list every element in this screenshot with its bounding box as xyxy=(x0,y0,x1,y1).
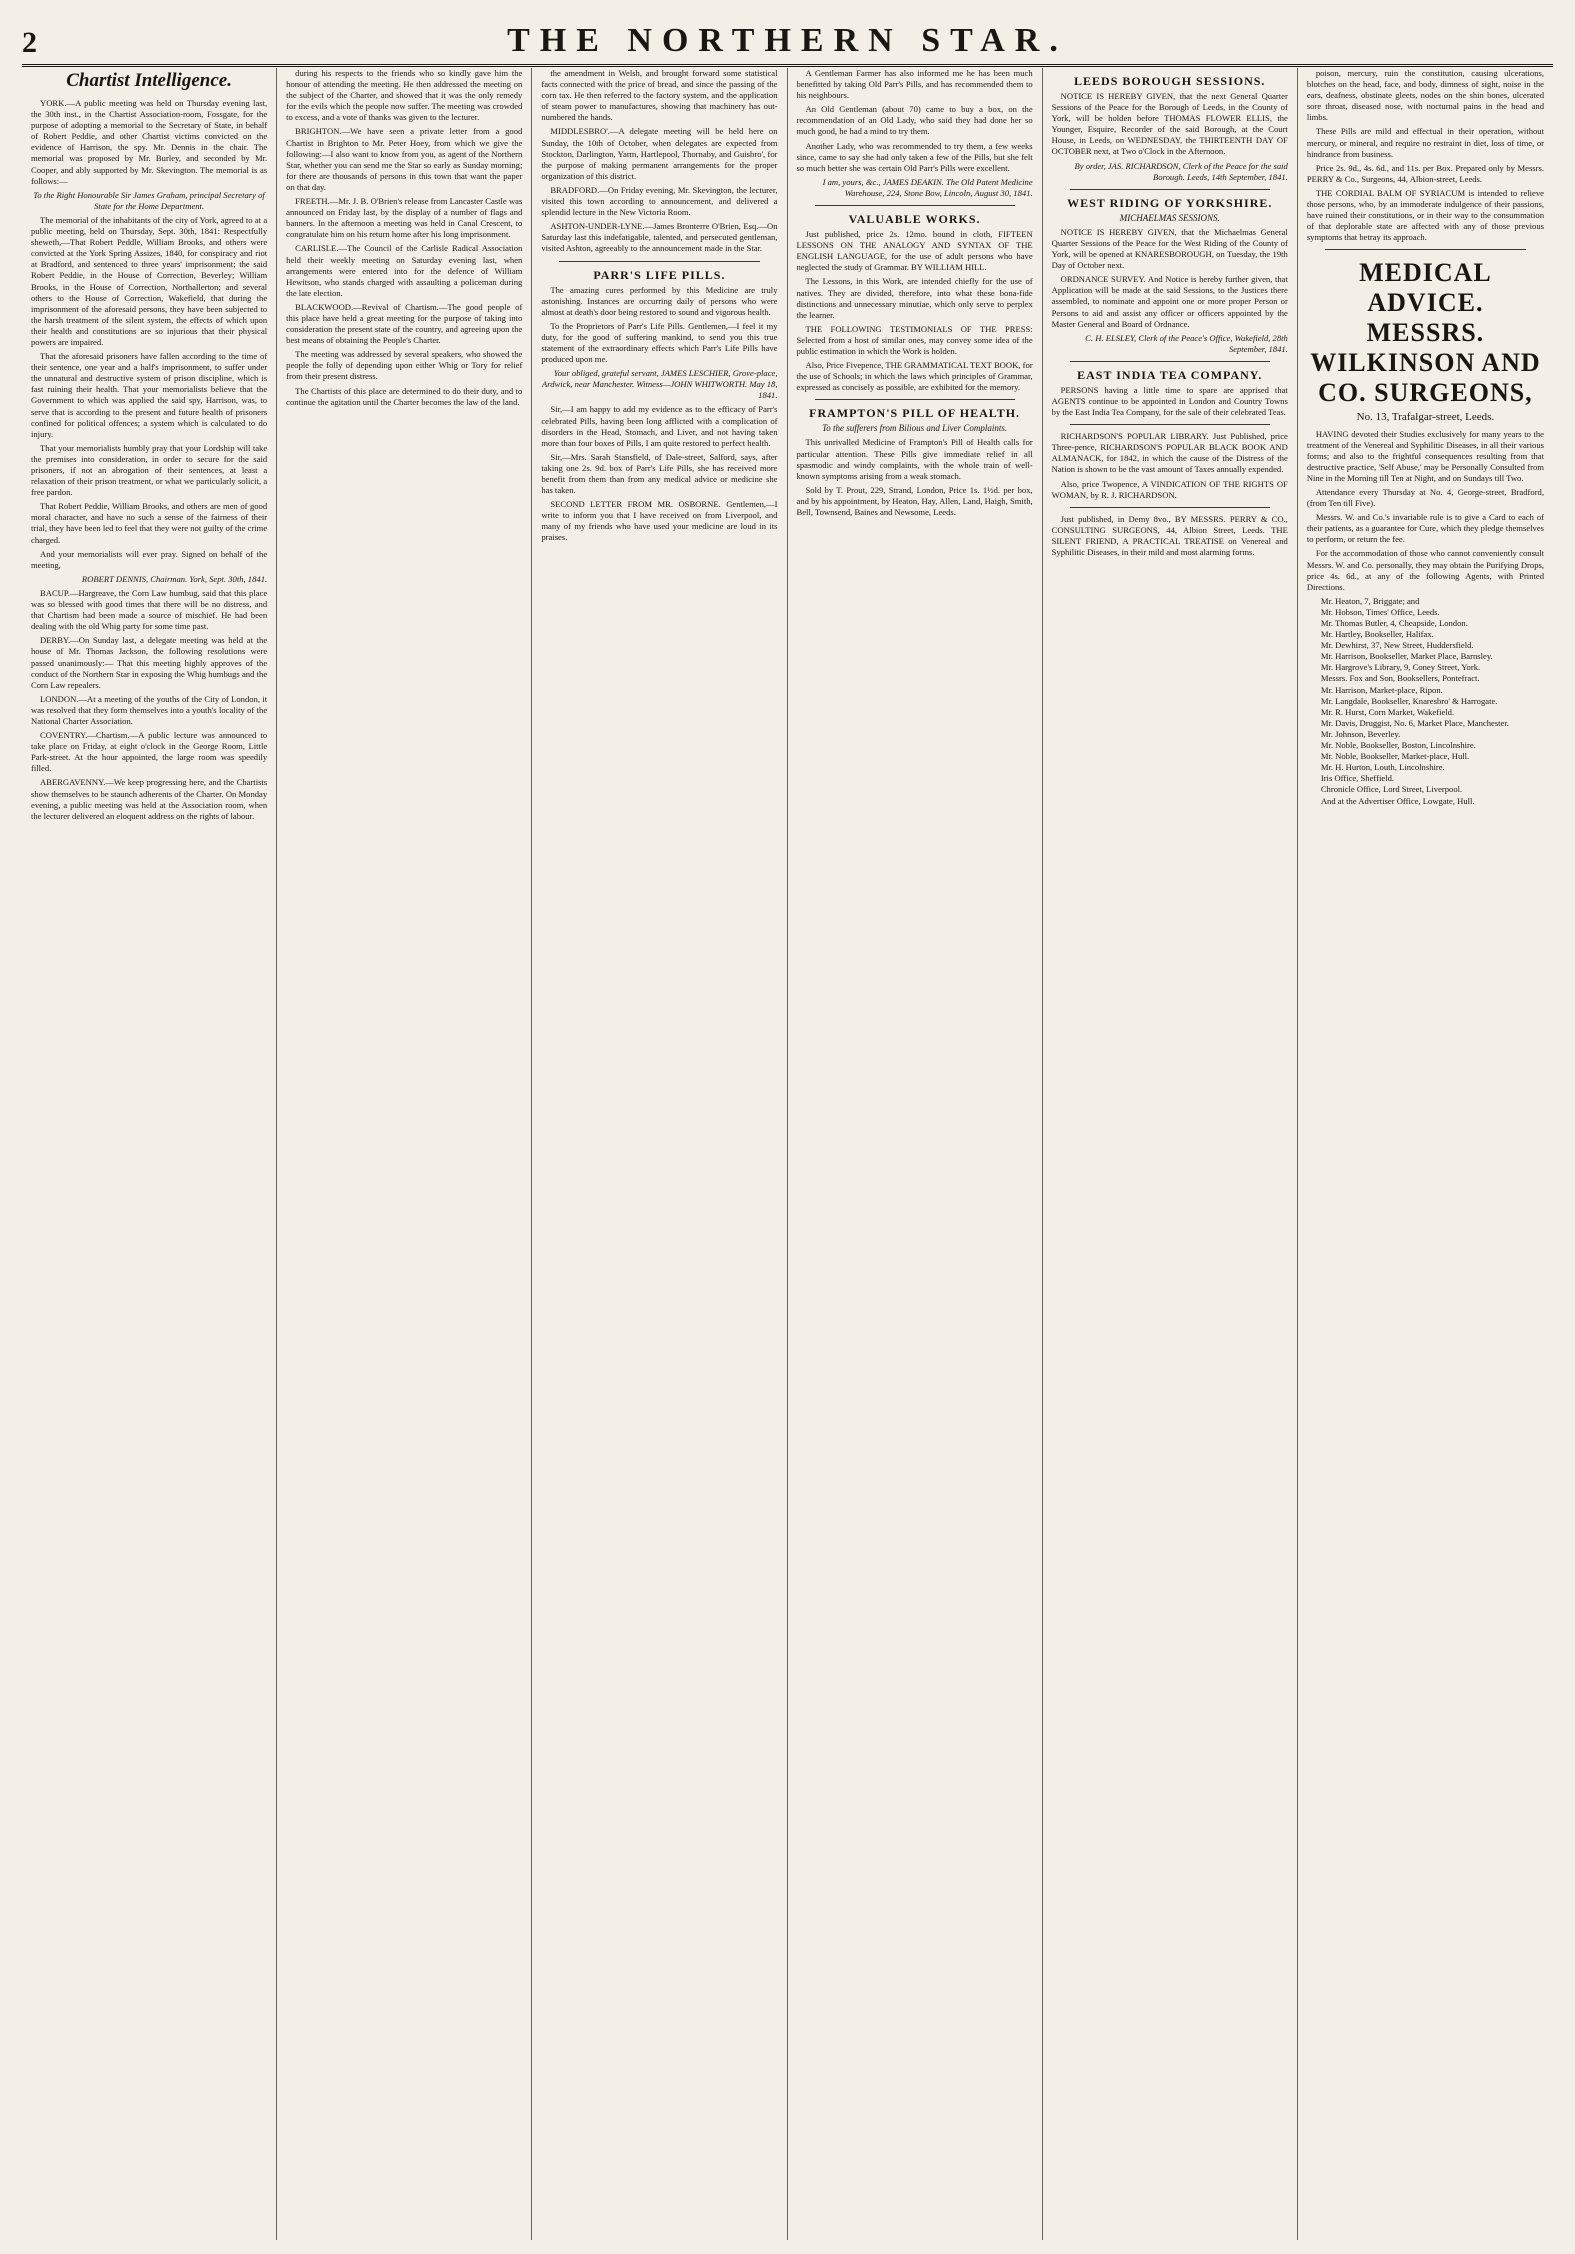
signature: Your obliged, grateful servant, JAMES LESCHIER, Grove-place, Ardwick, near Manchester. Witness—JOHN WHITWORTH. May 18, 1841. xyxy=(541,368,778,401)
article-paragraph: LONDON.—At a meeting of the youths of the City of London, it was resolved that they form themselves into a youth's locality of the National Charter Association. xyxy=(31,693,268,726)
advert-title: LEEDS BOROUGH SESSIONS. xyxy=(1074,74,1266,88)
agent-item: And at the Advertiser Office, Lowgate, Hull. xyxy=(1320,795,1475,806)
advert-paragraph: For the accommodation of those who cannot conveniently consult Messrs. W. and Co. personally, they may obtain the Purifying Drops, price 4s. 6d., at any of the following Agents, with Printed Directions. xyxy=(1306,548,1544,592)
divider xyxy=(815,205,1015,206)
article-paragraph: BRIGHTON.—We have seen a private letter from a good Chartist in Brighton to Mr. Peter Hoey, from which we give the following:—I also want to know from you, as agent of the Northern Star, whether you can send me the Star so early as Sunday morning; for there are thousands of persons in this town that want the paper on that day. xyxy=(286,126,523,192)
agent-item: Mr. Hargrove's Library, 9, Coney Street, York. xyxy=(1320,662,1481,673)
advert-paragraph: Sold by T. Prout, 229, Strand, London, Price 1s. 1½d. per box, and by his appointment, by Heaton, Hay, Allen, Land, Haigh, Smith, Bell, Townsend, Baines and Newsome, Leeds. xyxy=(796,484,1033,517)
divider xyxy=(1070,424,1270,425)
agent-item: Mr. Harrison, Market-place, Ripon. xyxy=(1320,684,1443,695)
article-paragraph: The Chartists of this place are determined to do their duty, and to continue the agitation until the Charter becomes the law of the land. xyxy=(286,385,523,407)
article-paragraph: BRADFORD.—On Friday evening, Mr. Skevington, the lecturer, visited this town according to announcement, and delivered a splendid lecture in the New Victoria Room. xyxy=(541,184,778,218)
advert-paragraph: Also, Price Fivepence, THE GRAMMATICAL TEXT BOOK, for the use of Schools; in which the laws which principles of Grammar, expressed as concisely as possible, are exhibited for the memory. xyxy=(796,360,1033,393)
advert-big-title: MEDICAL ADVICE. MESSRS. WILKINSON AND CO. SURGEONS, xyxy=(1310,258,1541,408)
agent-item: Mr. Noble, Bookseller, Market-place, Hull. xyxy=(1320,751,1470,762)
section-title: Chartist Intelligence. xyxy=(66,70,232,91)
divider xyxy=(559,261,759,262)
article-paragraph: That Robert Peddie, William Brooks, and others are men of good moral character, and have no such a sense of the fairness of their trial, they have been led to feel that they were not guilty of the crime charged. xyxy=(31,501,268,545)
advert-paragraph: Price 2s. 9d., 4s. 6d., and 11s. per Box. Prepared only by Messrs. PERRY & Co., Surgeons, 44, Albion-street, Leeds. xyxy=(1306,162,1544,184)
advert-paragraph: The Lessons, in this Work, are intended chiefly for the use of natives. They are divided, therefore, into what these bona-fide distinctions and unnecessary minutiae, which only serve to perplex the learner. xyxy=(796,276,1033,320)
advert-title: EAST INDIA TEA COMPANY. xyxy=(1077,367,1263,382)
page-number: 2 xyxy=(22,26,37,59)
advert-paragraph: HAVING devoted their Studies exclusively for many years to the treatment of the Venereal and Syphilitic Diseases, in all their various forms; and also to the frightful consequences resulting from that destructive practice, 'Self Abuse,' may be Personally Consulted from Nine in the Morning till Ten at Night, and on Sundays till Two. xyxy=(1306,428,1544,483)
advert-subtitle: MICHAELMAS SESSIONS. xyxy=(1119,212,1220,223)
agent-item: Mr. R. Hurst, Corn Market, Wakefield. xyxy=(1320,706,1455,717)
article-paragraph: DERBY.—On Sunday last, a delegate meeting was held at the house of Mr. Thomas Jackson, the following resolutions were passed unanimously:— That this meeting highly approves of the conduct of the Northern Star in exposing the Whig humbugs and the Corn Law repealers. xyxy=(31,635,268,690)
agents-list xyxy=(1307,596,1544,807)
advert-subtitle: To the sufferers from Bilious and Liver Complaints. xyxy=(822,423,1008,434)
article-paragraph: That the aforesaid prisoners have fallen according to the time of their sentence, one year and a half's imprisonment, to suffer under the unnatural and destructive system of prison discipline, which is fast ruining their health. That your memorialists believe that the Government to which was applied the said spy, Harrison, was, to serve that is according to the present and future health of prisoners confined for political offences; a system which is calculated to do injury. xyxy=(31,351,268,439)
agent-item: Iris Office, Sheffield. xyxy=(1320,773,1395,784)
advert-paragraph: Just published, in Demy 8vo., BY MESSRS. PERRY & CO., CONSULTING SURGEONS, 44, Albion Street, Leeds. THE SILENT FRIEND, A PRACTICAL TREATISE on Venereal and Syphilitic Diseases, in their mild and most alarming forms. xyxy=(1051,513,1288,557)
masthead xyxy=(22,10,1553,67)
article-paragraph: COVENTRY.—Chartism.—A public lecture was announced to take place on Friday, at eight o'clock in the George Room, Little Park-street. At the hour appointed, the large room was speedily filled. xyxy=(31,730,268,774)
newspaper-columns xyxy=(22,68,1553,2240)
article-paragraph: The meeting was addressed by several speakers, who showed the people the folly of depending upon either Whig or Tory for relief from their present distress. xyxy=(286,349,523,382)
signature: By order, JAS. RICHARDSON, Clerk of the Peace for the said Borough. Leeds, 14th September, 1841. xyxy=(1074,160,1288,182)
article-paragraph: ABERGAVENNY.—We keep progressing here, and the Chartists show themselves to be staunch adherents of the Charter. On Monday evening, a public meeting was held at the Association room, when the lecturer delivered an eloquent address on the rights of labour. xyxy=(31,777,268,821)
agent-item: Mr. Hartley, Bookseller, Halifax. xyxy=(1320,629,1434,640)
advert-title: FRAMPTON'S PILL OF HEALTH. xyxy=(809,406,1021,421)
advert-paragraph: Sir,—I am happy to add my evidence as to the efficacy of Parr's celebrated Pills, having been long afflicted with a complication of disorders in the Head, Stomach, and Liver, and not having taken more than four boxes of Pills, I am quite restored to perfect health. xyxy=(541,404,778,448)
advert-paragraph: The amazing cures performed by this Medicine are truly astonishing. Instances are occurring daily of persons who were almost at death's door being restored to sound and vigorous health. xyxy=(541,284,778,317)
advert-title: VALUABLE WORKS. xyxy=(848,212,981,227)
agent-item: Mr. Dewhirst, 37, New Street, Huddersfield. xyxy=(1320,640,1474,651)
column-2 xyxy=(277,68,532,2240)
article-paragraph: BLACKWOOD.—Revival of Chartism.—The good people of this place have held a great meeting for the purpose of taking into consideration the present state of the country, and agreeing upon the best means of obtaining the People's Charter. xyxy=(286,301,523,346)
advert-paragraph: RICHARDSON'S POPULAR LIBRARY. Just Published, price Three-pence, RICHARDSON'S POPULAR BLACK BOOK AND ALMANACK, for 1842, in which the cause of the Distress of the Nation is shown to be the vast amount of Taxes annually expended. xyxy=(1051,431,1288,475)
article-paragraph: CARLISLE.—The Council of the Carlisle Radical Association held their weekly meeting on Saturday evening last, when arrangements were entered into for the defence of William Hewitson, who stands charged with assaulting a policeman during the late election. xyxy=(286,243,523,298)
advert-paragraph: poison, mercury, ruin the constitution, causing ulcerations, blotches on the head, face, and body, dimness of sight, noise in the ears, deafness, obstinate gleets, nodes on the shin bones, ulcerated sore throat, diseased nose, with nocturnal pains in the head and limbs. xyxy=(1306,68,1544,123)
advert-title: WEST RIDING OF YORKSHIRE. xyxy=(1067,195,1273,210)
agent-item: Mr. Noble, Bookseller, Boston, Lincolnshire. xyxy=(1320,740,1476,751)
signature: C. H. ELSLEY, Clerk of the Peace's Office, Wakefield, 28th September, 1841. xyxy=(1085,332,1288,354)
article-paragraph: during his respects to the friends who so kindly gave him the honour of attending the meeting. He then addressed the meeting on the subject of the Charter, and showed that it was the only remedy for the evils which the people now suffer. The meeting was crowded to excess, and a vote of thanks was given to the lecturer. xyxy=(286,68,523,123)
divider xyxy=(815,399,1015,400)
agent-item: Mr. H. Hurton, Louth, Lincolnshire. xyxy=(1320,762,1445,773)
signature: ROBERT DENNIS, Chairman. York, Sept. 30th, 1841. xyxy=(81,573,268,584)
column-5 xyxy=(1043,68,1298,2240)
column-1 xyxy=(22,68,277,2240)
divider xyxy=(1070,361,1270,362)
article-paragraph: MIDDLESBRO'.—A delegate meeting will be held here on Sunday, the 10th of October, when delegates are expected from Stockton, Darlington, Yarm, Hartlepool, Thornaby, and Guisbro', for the purpose of making permanent arrangements for the proper organization of this district. xyxy=(541,126,778,181)
agent-item: Mr. Langdale, Bookseller, Knaresbro' & Harrogate. xyxy=(1320,695,1498,706)
advert-paragraph: An Old Gentleman (about 70) came to buy a box, on the recommendation of an Old Lady, who said they had done her so much good, he had a mind to try them. xyxy=(796,104,1033,137)
divider xyxy=(1070,189,1270,190)
column-6 xyxy=(1298,68,1553,2240)
advert-paragraph: PERSONS having a little time to spare are apprised that AGENTS continue to be appointed in London and Country Towns by the East India Tea Company, for the sale of their celebrated Teas. xyxy=(1051,384,1288,418)
divider xyxy=(1070,507,1270,508)
advert-paragraph: These Pills are mild and effectual in their operation, without mercury, or mineral, and require no restraint in diet, loss of time, or hindrance from business. xyxy=(1306,126,1544,159)
advert-paragraph: Also, price Twopence, A VINDICATION OF THE RIGHTS OF WOMAN, by R. J. RICHARDSON. xyxy=(1051,478,1288,500)
article-paragraph: To the Right Honourable Sir James Graham, principal Secretary of State for the Home Department. xyxy=(33,189,265,211)
divider xyxy=(1325,249,1526,250)
agent-item: Mr. Heaton, 7, Briggate; and xyxy=(1320,595,1420,606)
advert-title: PARR'S LIFE PILLS. xyxy=(593,267,726,282)
advert-paragraph: Sir,—Mrs. Sarah Stansfield, of Dale-street, Salford, says, after taking one 2s. 9d. box of Parr's Life Pills, she has received more benefit from them than from any medical advice or medicine she has taken. xyxy=(541,451,778,496)
advert-paragraph: SECOND LETTER FROM MR. OSBORNE. Gentlemen,—I write to inform you that I have received on from Liverpool, and many of my friends who have used your medicine are loud in its praises. xyxy=(541,499,778,543)
agent-item: Chronicle Office, Lord Street, Liverpool. xyxy=(1320,784,1463,795)
advert-paragraph: NOTICE IS HEREBY GIVEN, that the next General Quarter Sessions of the Peace for the Borough of Leeds, in the County of York, will be holden before THOMAS FLOWER ELLIS, the Younger, Esquire, Recorder of the said Borough, at the Court House, in Leeds, on WEDNESDAY, the THIRTEENTH DAY OF OCTOBER next, at Two o'Clock in the Afternoon. xyxy=(1051,91,1288,157)
column-3 xyxy=(532,68,787,2240)
agent-item: Mr. Hobson, Times' Office, Leeds. xyxy=(1320,606,1440,617)
advert-paragraph: Messrs. W. and Co.'s invariable rule is to give a Card to each of their patients, as a guarantee for Cure, which they pledge themselves to perform, or return the fee. xyxy=(1306,512,1544,545)
advert-paragraph: THE CORDIAL BALM OF SYRIACUM is intended to relieve those persons, who, by an immoderate indulgence of their passions, have ruined their constitutions, or in their way to the consummation of that deplorable state are affected with any of those previous symptoms that betray its approach. xyxy=(1306,187,1544,243)
column-4 xyxy=(788,68,1043,2240)
advert-paragraph: NOTICE IS HEREBY GIVEN, that the Michaelmas General Quarter Sessions of the Peace for the West Riding of the County of York, will be opened at KNARESBOROUGH, on Tuesday, the 19th Day of October next. xyxy=(1051,226,1288,271)
advert-paragraph: ORDNANCE SURVEY. And Notice is hereby further given, that Application will be made at the said Sessions, to the Justices there assembled, to nominate and appoint one or more proper Person or Persons to aid and assist any officer or officers appointed by the Master General and Board of Ordnance. xyxy=(1051,274,1288,329)
advert-paragraph: Just published, price 2s. 12mo. bound in cloth, FIFTEEN LESSONS ON THE ANALOGY AND SYNTAX OF THE ENGLISH LANGUAGE, for the use of adult persons who have neglected the study of Grammar. BY WILLIAM HILL. xyxy=(796,229,1033,273)
advert-paragraph: This unrivalled Medicine of Frampton's Pill of Health calls for particular attention. These Pills give immediate relief in all spasmodic and windy complaints, with the whole train of well-known symptoms arising from a weak stomach. xyxy=(796,437,1033,481)
article-paragraph: FREETH.—Mr. J. B. O'Brien's release from Lancaster Castle was announced on Friday last, by the display of a number of flags and banners. In the afternoon a meeting was held in Canal Crescent, to congratulate him on his return home after his long imprisonment. xyxy=(286,196,523,240)
article-paragraph: And your memorialists will ever pray. Signed on behalf of the meeting, xyxy=(31,548,268,570)
advert-paragraph: Attendance every Thursday at No. 4, George-street, Bradford, (from Ten till Five). xyxy=(1306,486,1544,509)
advert-paragraph: A Gentleman Farmer has also informed me he has been much benefitted by taking Old Parr's Pills, and has recommended them to his neighbours. xyxy=(796,68,1033,101)
advert-address: No. 13, Trafalgar-street, Leeds. xyxy=(1356,411,1495,424)
advert-paragraph: To the Proprietors of Parr's Life Pills. Gentlemen,—I feel it my duty, for the good of suffering mankind, to send you this true statement of the extraordinary effects which Parr's Life Pills have produced upon me. xyxy=(541,320,778,365)
article-paragraph: YORK.—A public meeting was held on Thursday evening last, the 30th inst., in the Chartist Association-room, Fossgate, for the purpose of adopting a memorial to the Secretary of State, in behalf of Robert Peddie, and other Chartist victims convicted on the evidence of Harrison, the spy. Mr. Dennis in the chair. The memorial was proposed by Mr. Burley, and seconded by Mr. Cooper, and ably supported by Mr. Skevington. The memorial is as follows:— xyxy=(31,98,268,186)
article-paragraph: ASHTON-UNDER-LYNE.—James Bronterre O'Brien, Esq.—On Saturday last this indefatigable, talented, and persecuted gentleman, visited Ashton, agreeably to the announcement made in the Star. xyxy=(541,221,778,254)
agent-item: Mr. Harrison, Bookseller, Market Place, Barnsley. xyxy=(1320,651,1493,662)
article-paragraph: The memorial of the inhabitants of the city of York, agreed to at a public meeting, held on Thursday, Sept. 30th, 1841: Respectfully sheweth,—That Robert Peddle, William Brooks, and others were convicted at the York Spring Assizes, 1840, for conspiracy and riot at Bradford, and sentenced to three years' imprisonment; the said Robert Peddie, in the House of Correction, Beverley; William Brooks, in the House of Correction, Northallerton; and several others to the House of Correction, Wakefield, that during the imprisonment of the aforesaid persons, they have been subjected to the harsh treatment of the silent system, the effects of which upon their health and constitutions are so injurious that their physical powers are impaired. xyxy=(31,214,268,347)
agent-item: Mr. Johnson, Beverley. xyxy=(1320,728,1401,739)
agent-item: Mr. Thomas Butler, 4, Cheapside, London. xyxy=(1320,618,1468,628)
article-paragraph: the amendment in Welsh, and brought forward some statistical facts connected with the price of bread, and since the passing of the corn tax. He then referred to the factory system, and the application of steam power to manufactures, showing that machinery has out-numbered the hands. xyxy=(541,68,778,123)
newspaper-title: THE NORTHERN STAR. xyxy=(507,22,1068,59)
advert-paragraph: Another Lady, who was recommended to try them, a few weeks since, came to say she had only taken a few of the Pills, but she felt so much better she was certain Old Parr's Pills were excellent. xyxy=(796,140,1033,173)
agent-item: Mr. Davis, Druggist, No. 6, Market Place, Manchester. xyxy=(1320,717,1509,728)
agent-item: Messrs. Fox and Son, Booksellers, Pontefract. xyxy=(1320,673,1480,684)
advert-paragraph: THE FOLLOWING TESTIMONIALS OF THE PRESS: Selected from a host of similar ones, may convey some idea of the public estimation in which the Work is holden. xyxy=(796,323,1033,356)
article-paragraph: BACUP.—Hargreave, the Corn Law humbug, said that this place was so blessed with good times that there will be no distress, and that Chartism had been made a source of mischief. He had been dealing with the old Whig party for some time past. xyxy=(31,587,268,632)
signature: I am, yours, &c., JAMES DEAKIN. The Old Patent Medicine Warehouse, 224, Stone Bow, Lincoln, August 30, 1841. xyxy=(822,176,1033,198)
article-paragraph: That your memorialists humbly pray that your Lordship will take the premises into consideration, in order to secure for the said prisoners, if not an abrogation of their sentences, at least a relaxation of their prison treatment, or what we particularly solicit, a free pardon. xyxy=(31,442,268,498)
